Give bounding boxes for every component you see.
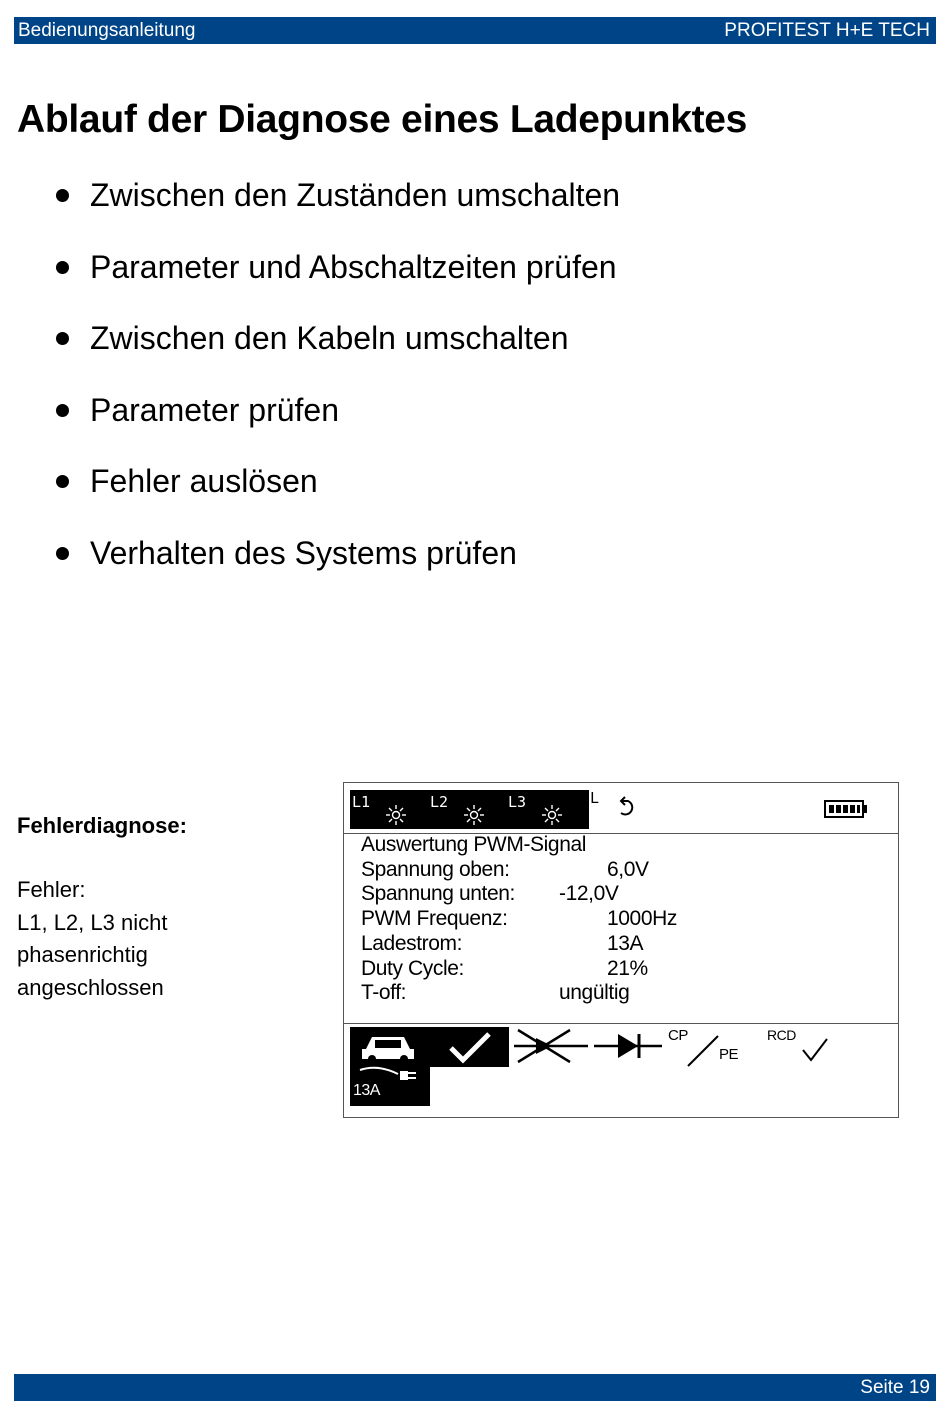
- diagnosis-heading: Fehlerdiagnose:: [17, 813, 187, 838]
- row-value: ungültig: [559, 981, 630, 1005]
- function-strip: [344, 1023, 898, 1119]
- table-row: [361, 858, 677, 883]
- fault-description: [17, 874, 167, 1004]
- bullet-icon: [56, 332, 69, 345]
- page-title: Ablauf der Diagnose eines Ladepunktes: [17, 98, 748, 141]
- battery-icon: [824, 799, 868, 819]
- table-row: [361, 932, 677, 957]
- phase-indicator-block: [350, 790, 589, 829]
- phase-warning-icon: [384, 804, 408, 826]
- table-row: [361, 957, 677, 982]
- row-label: PWM Frequenz:: [361, 907, 508, 931]
- readout-title: Auswertung PWM-Signal: [361, 833, 587, 856]
- list-item-text: Zwischen den Kabeln umschalten: [90, 320, 569, 357]
- phase-label-l3: L3: [508, 793, 527, 811]
- footer-bar: [14, 1374, 936, 1401]
- cp-label: CP: [668, 1027, 688, 1044]
- bullet-icon: [56, 261, 69, 274]
- status-strip: [344, 783, 898, 834]
- rcd-check-icon: [800, 1036, 830, 1064]
- row-label: Spannung unten:: [361, 882, 515, 906]
- check-icon: [447, 1030, 493, 1064]
- header-left: Bedienungsanleitung: [18, 19, 196, 41]
- phase-warning-icon: [540, 804, 564, 826]
- row-value: 1000Hz: [607, 907, 677, 931]
- list-item: [50, 160, 620, 232]
- table-row: [361, 907, 677, 932]
- row-value: 13A: [607, 931, 644, 955]
- car-icon: [358, 1029, 420, 1065]
- list-item-text: Parameter und Abschaltzeiten prüfen: [90, 248, 617, 285]
- header-right: PROFITEST H+E TECH: [724, 19, 930, 41]
- fault-label: Fehler:: [17, 877, 86, 902]
- list-item: [50, 518, 620, 590]
- phase-warning-icon: [462, 804, 486, 826]
- row-value: -12,0V: [559, 882, 619, 906]
- row-value: 21%: [607, 956, 648, 980]
- bullet-icon: [56, 189, 69, 202]
- list-item-text: Parameter prüfen: [90, 391, 340, 428]
- fault-line: angeschlossen: [17, 974, 164, 1000]
- row-label: T-off:: [361, 981, 407, 1005]
- pwm-readout: [361, 833, 677, 1006]
- bullet-icon: [56, 404, 69, 417]
- list-item-text: Fehler auslösen: [90, 463, 318, 500]
- bullet-list: [50, 160, 620, 589]
- cable-fault-icon: [512, 1028, 590, 1064]
- list-item: [50, 446, 620, 518]
- row-label: Spannung oben:: [361, 857, 510, 881]
- phase-label-l1: L1: [352, 793, 371, 811]
- bullet-icon: [56, 547, 69, 560]
- amp-label: 13A: [353, 1082, 380, 1099]
- row-value: 6,0V: [607, 857, 649, 881]
- pe-label: PE: [719, 1046, 739, 1063]
- row-label: Ladestrom:: [361, 931, 463, 955]
- fault-line: phasenrichtig: [17, 942, 148, 967]
- undo-icon: [616, 795, 638, 821]
- list-item-text: Verhalten des Systems prüfen: [90, 534, 517, 571]
- bullet-icon: [56, 475, 69, 488]
- list-item: [50, 232, 620, 304]
- l-tag: L: [590, 789, 600, 807]
- row-label: Duty Cycle:: [361, 956, 464, 980]
- device-screen: [343, 782, 899, 1118]
- table-row: [361, 882, 677, 907]
- diode-icon: [592, 1028, 670, 1064]
- list-item: [50, 303, 620, 375]
- list-item-text: Zwischen den Zuständen umschalten: [90, 177, 621, 214]
- cp-pe-slash-icon: [684, 1034, 724, 1068]
- rcd-label: RCD: [767, 1027, 796, 1043]
- list-item: [50, 375, 620, 447]
- phase-label-l2: L2: [430, 793, 449, 811]
- fault-line: L1, L2, L3 nicht: [17, 909, 168, 935]
- header-bar: [14, 17, 936, 44]
- table-row: [361, 981, 677, 1006]
- page-number: Seite 19: [860, 1376, 930, 1398]
